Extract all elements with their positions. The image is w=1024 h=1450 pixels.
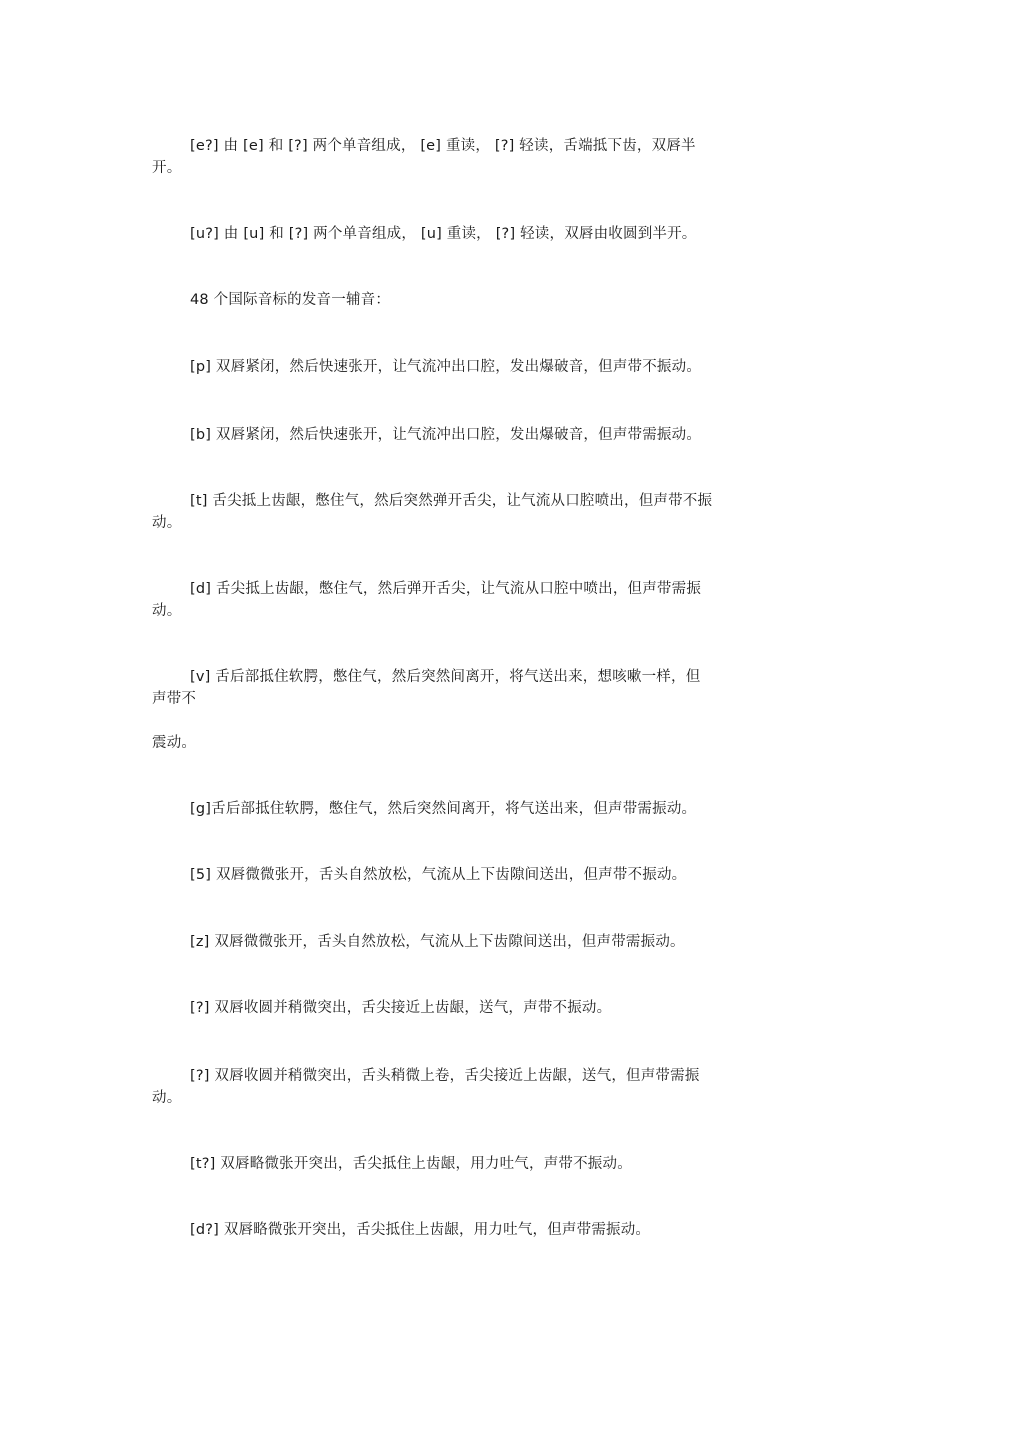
paragraph-line: [5] 双唇微微张开，舌头自然放松，气流从上下齿隙间送出，但声带不振动。 — [190, 867, 687, 883]
paragraph-line: [t] 舌尖抵上齿龈，憋住气，然后突然弹开舌尖，让气流从口腔喷出，但声带不振 — [190, 493, 713, 509]
paragraph-consonant-d — [152, 578, 752, 622]
paragraph-consonant-5 — [152, 864, 752, 886]
paragraph-consonant-z — [152, 931, 752, 953]
paragraph-line: [v] 舌后部抵住软腭，憋住气，然后突然间离开，将气送出来，想咳嗽一样，但 — [190, 669, 701, 685]
paragraph-consonant-sh — [152, 997, 752, 1019]
paragraph-consonant-zh — [152, 1065, 752, 1109]
paragraph-consonant-v — [152, 666, 752, 710]
paragraph-continuation: 动。 — [152, 515, 182, 531]
paragraph-diphthong-ei — [152, 135, 752, 179]
paragraph-continuation: 动。 — [152, 1090, 182, 1106]
paragraph-line: [t?] 双唇略微张开突出，舌尖抵住上齿龈，用力吐气，声带不振动。 — [190, 1156, 632, 1172]
paragraph-line: [b] 双唇紧闭，然后快速张开，让气流冲出口腔，发出爆破音，但声带需振动。 — [190, 427, 702, 443]
paragraph-line: [u?] 由 [u] 和 [?] 两个单音组成， [u] 重读， [?] 轻读，双唇由收圆到半开。 — [190, 226, 697, 242]
paragraph-consonant-g — [152, 798, 752, 820]
paragraph-consonant-b — [152, 424, 752, 446]
paragraph-consonant-t — [152, 490, 752, 534]
paragraph-continuation: 开。 — [152, 160, 182, 176]
paragraph-line: [?] 双唇收圆并稍微突出，舌尖接近上齿龈，送气，声带不振动。 — [190, 1000, 612, 1016]
paragraph-line: [d] 舌尖抵上齿龈，憋住气，然后弹开舌尖，让气流从口腔中喷出，但声带需振 — [190, 581, 702, 597]
paragraph-continuation: 声带不 — [152, 691, 197, 707]
paragraph-diphthong-ua — [152, 223, 752, 245]
paragraph-line: 48 个国际音标的发音一辅音： — [190, 292, 391, 308]
paragraph-consonant-p — [152, 356, 752, 378]
paragraph-line: [p] 双唇紧闭，然后快速张开，让气流冲出口腔，发出爆破音，但声带不振动。 — [190, 359, 702, 375]
paragraph-consonant-dz — [152, 1219, 752, 1241]
paragraph-line: [z] 双唇微微张开，舌头自然放松，气流从上下齿隙间送出，但声带需振动。 — [190, 934, 685, 950]
paragraph-orphan-line — [152, 732, 752, 754]
section-heading-consonants — [152, 289, 752, 311]
paragraph-continuation: 动。 — [152, 603, 182, 619]
paragraph-line: 震动。 — [152, 735, 197, 751]
paragraph-line: [?] 双唇收圆并稍微突出，舌头稍微上卷，舌尖接近上齿龈，送气，但声带需振 — [190, 1068, 700, 1084]
paragraph-line: [g]舌后部抵住软腭，憋住气，然后突然间离开，将气送出来，但声带需振动。 — [190, 801, 697, 817]
paragraph-consonant-ts — [152, 1153, 752, 1175]
paragraph-line: [d?] 双唇略微张开突出，舌尖抵住上齿龈，用力吐气，但声带需振动。 — [190, 1222, 651, 1238]
paragraph-line: [e?] 由 [e] 和 [?] 两个单音组成， [e] 重读， [?] 轻读，舌端抵下齿，双唇半 — [190, 138, 696, 154]
